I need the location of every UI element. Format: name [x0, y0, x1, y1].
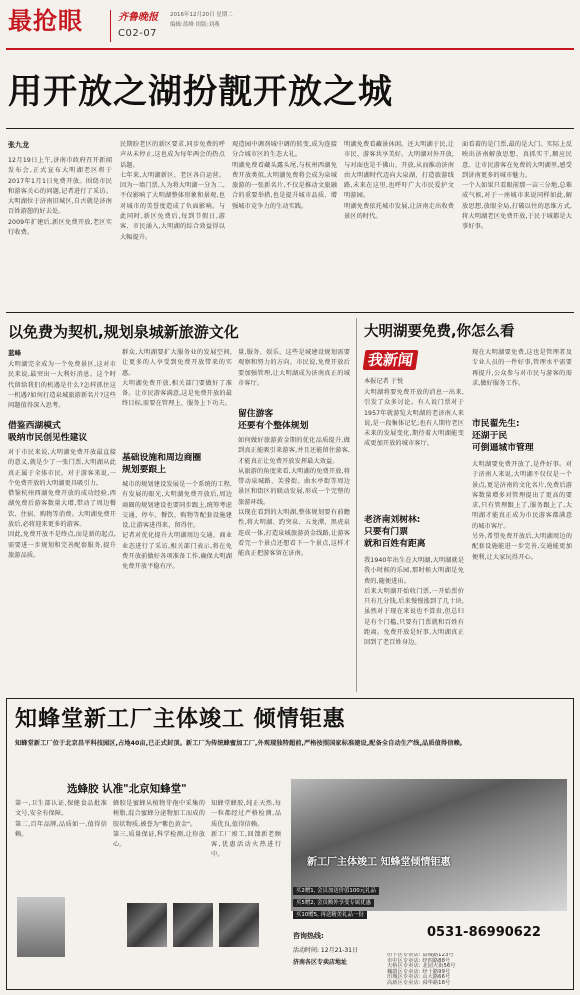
left-article-byline: 蓝峰 [8, 349, 21, 357]
paper-logo: 齐鲁晚报 [118, 12, 158, 23]
right-article-p1: 大明湖将要免费开放的消息一出来,引发了众多讨论。有人说门票对于1957年就游览大明湖的老济南人来说,是一段集体记忆;也有人期待老区未来的发展变化,期待着大明湖能变成更加开放的城市客厅。 [364, 389, 464, 448]
offer-3: 买10赠5, 再送精美礼品一份 [293, 911, 367, 919]
hotline-number[interactable]: 0531-86990622 [427, 925, 541, 940]
hotline-label: 咨询热线: [293, 932, 324, 940]
promo-date: 活动时间: 12月21-31日 [293, 947, 358, 954]
ad-col2: 蜂胶是蜜蜂从植物芽孢中采集的树脂,混合蜜蜂分泌物加工而成的胶状物质,被誉为"紫色黄金"。 第三,质量保证,科学检测,让你放心。 [113, 800, 205, 849]
stores-label: 济南各区专卖店地址 [293, 959, 348, 966]
right-article-p3: 现在大明湖要免费,这也是管理者及专业人员的一件好事,管理水平需要再提升,公众参与对市民与游客的需求,做好服务工作。 [472, 349, 572, 387]
factory-photo-caption: 新工厂主体竣工 知蜂堂倾情钜惠 [307, 857, 451, 868]
top-article-rule [6, 312, 574, 313]
column-divider [356, 318, 357, 692]
ad-thumbnail-2 [173, 903, 213, 947]
advertisement [6, 698, 574, 990]
ad-slogan: 选蜂胶 认准"北京知蜂堂" [67, 783, 187, 795]
top-article-col3: 观造园中调剂城中调的转变,成为连接分合城市区的生态大礼。 明湖免费看藏头露头尾,与杭州西湖免费开放类似,大明湖免费将会成为泉城旅游的一张新名片,不仅是推动文旅融合的重要举措,也是提升城市品质、增强城市竞争力的生动实践。 [232, 141, 337, 210]
masthead-date: 2016年12月20日 星期二 [170, 12, 233, 18]
right-article-p2: 我1940年出生在大明湖,大明湖就是我小时候的乐园,那时候大明湖是免费的,随便进出。 后来大明湖开始收门票,一开始票价只有几分钱,后来慢慢涨到了几十块,虽然对于现在来说也不算贵,但总归是有个门槛,只要有门票就和百姓有距离。免费开放是好事,大明湖真正回到了老百姓身边。 [364, 557, 464, 647]
right-article-subhead-1: 老济南刘树林: 只要有门票 就和百姓有距离 [364, 515, 426, 549]
left-article-subhead-3: 留住游客 还要有个整体规划 [238, 409, 309, 431]
right-article-subhead-2: 市民翟先生: 还湖于民 可倒逼城市管理 [472, 419, 534, 453]
masthead-editors: 编辑:蓝峰 组版:刘燕 [170, 22, 220, 28]
left-article-p1: 大明湖完全成为一个免费景区,这对市民来说,最突出一大利好消息。这个时代留给我们的机遇是什么?怎样抓住这一机遇?如何打造泉城旅游新名片?这些问题值得深入思考。 [8, 361, 116, 410]
left-article-p5: 量,服务、娱乐、这些是城建设规划需要观察和努力的方向。市民说,免费开放后要加强管理,让大明湖成为济南真正的城市客厅。 [238, 349, 350, 387]
store-list: 历下区专卖店: 泉城路123号 市中区专卖店: 经四路88号 天桥区专卖店: 北园大街56号 槐荫区专卖店: 经十路99号 历城区专卖店: 山大路66号 高新区专卖店: 舜华路18号 [387, 953, 456, 986]
left-article-subhead-2: 基础设施和周边商圈 规划要跟上 [122, 453, 202, 475]
top-article-col2: 民期盼老区的新区要求,同步免费的呼声从未停止,这也成为每年两会的热点话题。 七年来,大明湖新区、老区各自运营。因为一墙门票,人为将大明湖一分为二,不仅影响了大明湖整体形象和景观,也对城市的美誉度造成了负面影响。与此同时,新区免费后,每到节假日,游客、市民涌入,大明湖的综合效益得以大幅提升。 [120, 141, 225, 241]
right-article-p4: 大明湖要免费开放了,是件好事。对于济南人来说,大明湖不仅仅是一个景点,更是济南的文化名片,免费后游客数量增多对管理提出了更高的要求,只有管理跟上了,服务跟上了,大明湖才能真正成为市民游客都满意的城市客厅。 另外,希望免费开放后,大明湖周边的配套设施能进一步完善,交通能更加便利,让大家玩得开心。 [472, 461, 572, 561]
product-photo [17, 897, 65, 957]
right-article-title: 大明湖要免费,你怎么看 [364, 324, 515, 340]
page-headline: 用开放之湖扮靓开放之城 [8, 72, 393, 112]
top-article-byline: 张九龙 [8, 141, 29, 149]
masthead-rule [6, 48, 574, 50]
left-article-title: 以免费为契机,规划泉城新旅游文化 [8, 323, 239, 341]
ad-thumbnail-1 [127, 903, 167, 947]
left-article-p3: 群众,大明湖要扩大服务业的发展空间,让更多的人享受到免费开放带来的实惠。 大明湖免费开放,相关部门要做好了准备。让市民游客满意,这是免费开放的最终目标,需要在管理上、服务上下功夫。 [122, 349, 232, 408]
left-article-p6: 如何做好旅游黄金期的优化品质提升,做到真正能吸引来游客,并且还能留住游客,才能真正让免费开放发挥最大效益。 从旅游的角度来看,大明湖的免费开放,将带动泉城路、芙蓉街、曲水亭街等周边景区和街区的联动发展,形成一个完整的旅游环线。 以现在看到的大明湖,整体规划要有前瞻性,将大明湖、趵突泉、五龙潭、黑虎泉连成一体,打造泉城旅游黄金线路,让游客看完一个景点还想看下一个景点,这样才能真正把游客留在济南。 [238, 437, 350, 558]
ad-headline: 知蜂堂新工厂主体竣工 倾情钜惠 [15, 707, 346, 732]
ad-col1: 第一,卫生部认证,保健食品批准文号,安全有保障。 第二,百年品牌,品质如一,值得信赖。 [15, 800, 107, 838]
left-article-subhead-1: 借鉴西湖模式 吸纳市民创见性建议 [8, 421, 88, 443]
offer-1: 买2赠1, 会员加送价值100元礼品 [293, 887, 379, 895]
page-number: C02-07 [118, 28, 158, 39]
left-article-p4: 城市的规划建设发展是一个系统的工程,有发展的眼光,大明湖免费开放后,周边商圈的规划建设也要同步跟上,统筹考虑交通、停车、餐饮、购物等配套设施建设,让游客进得来、留得住。 记者对优化提升大明湖周边交通、商业业态进行了采访,相关部门表示,将在免费开放前做好各项准备工作,确保大明湖免费开放平稳有序。 [122, 481, 232, 571]
masthead-divider [110, 10, 111, 42]
wo-xinwen-badge: 我新闻 [363, 350, 419, 370]
top-article-col1: 12月19日上午,济南市政府召开新闻发布会,正式宣布大明湖老区将于2017年1月1日免费开放。围绕市民和游客关心的问题,记者进行了采访。大明湖位于济南旧城区,自古就是济南百姓游憩的好去处。 2009年扩建后,新区免费开放,老区实行收费。 [8, 157, 112, 237]
ad-thumbnail-3 [219, 903, 259, 947]
ad-intro: 知蜂堂新工厂位于北京昌平科技园区,占地40亩,已正式封顶。新工厂为传统蜂蜜加工厂,外观现独特超前,严格按照国家标准建设,配备全自动生产线,品质值得信赖。 [15, 740, 467, 747]
top-article-col5: 面看着的是门票,最的是大门。实际上反映出济南解放思想、真抓实干,顺应民意。让市民游客在免费的大明湖里,感受到济南更多的城市魅力。 一个人如果只看眼前那一亩三分地,总难成气候,对于一座城市来说同样如此,解放思想,放眼全局,打破以往的思维方式,将大明湖老区免费开放,于民于城都是大事好事。 [462, 141, 572, 231]
section-title: 最抢眼 [8, 7, 83, 35]
headline-rule [6, 128, 574, 129]
ad-col3: 知蜂堂蜂胶,纯正天然,每一粒都经过严格检测,品质优良,值得信赖。 新工厂竣工,回馈新老顾客,优惠活动火热进行中。 [211, 800, 281, 859]
right-article-reporter: 本报记者 于悦 [364, 378, 404, 385]
top-article-col4: 明湖免费看藏景休闲。还大明湖于民,让市民、游客共享美好。大明湖对外开放,与对面也是千佛山、开放,从而推动济南由大明湖时代迈向大泉湖、打造旅游线路,未来在这里,也呼吁广大市民爱护文明游园。 明湖免费依托城市发展,让济南走出收费景区的时代。 [344, 141, 454, 221]
left-article-p2: 对于市民来说,大明湖免费开放最直接的意义,就是少了一张门票,大明湖从此真正属于全体市民。对于游客来说,一个免费开放的大明湖更具吸引力。 借鉴杭州西湖免费开放的成功经验,西湖免费后游客数量大增,带动了周边餐饮、住宿、购物等消费。大明湖免费开放后,必将迎来更多的游客。 因此,免费开放不是终点,而是新的起点,需要进一步规划和完善配套服务,提升旅游品质。 [8, 449, 116, 559]
offer-2: 买5赠2, 会员额外享受专属优惠 [293, 899, 374, 907]
